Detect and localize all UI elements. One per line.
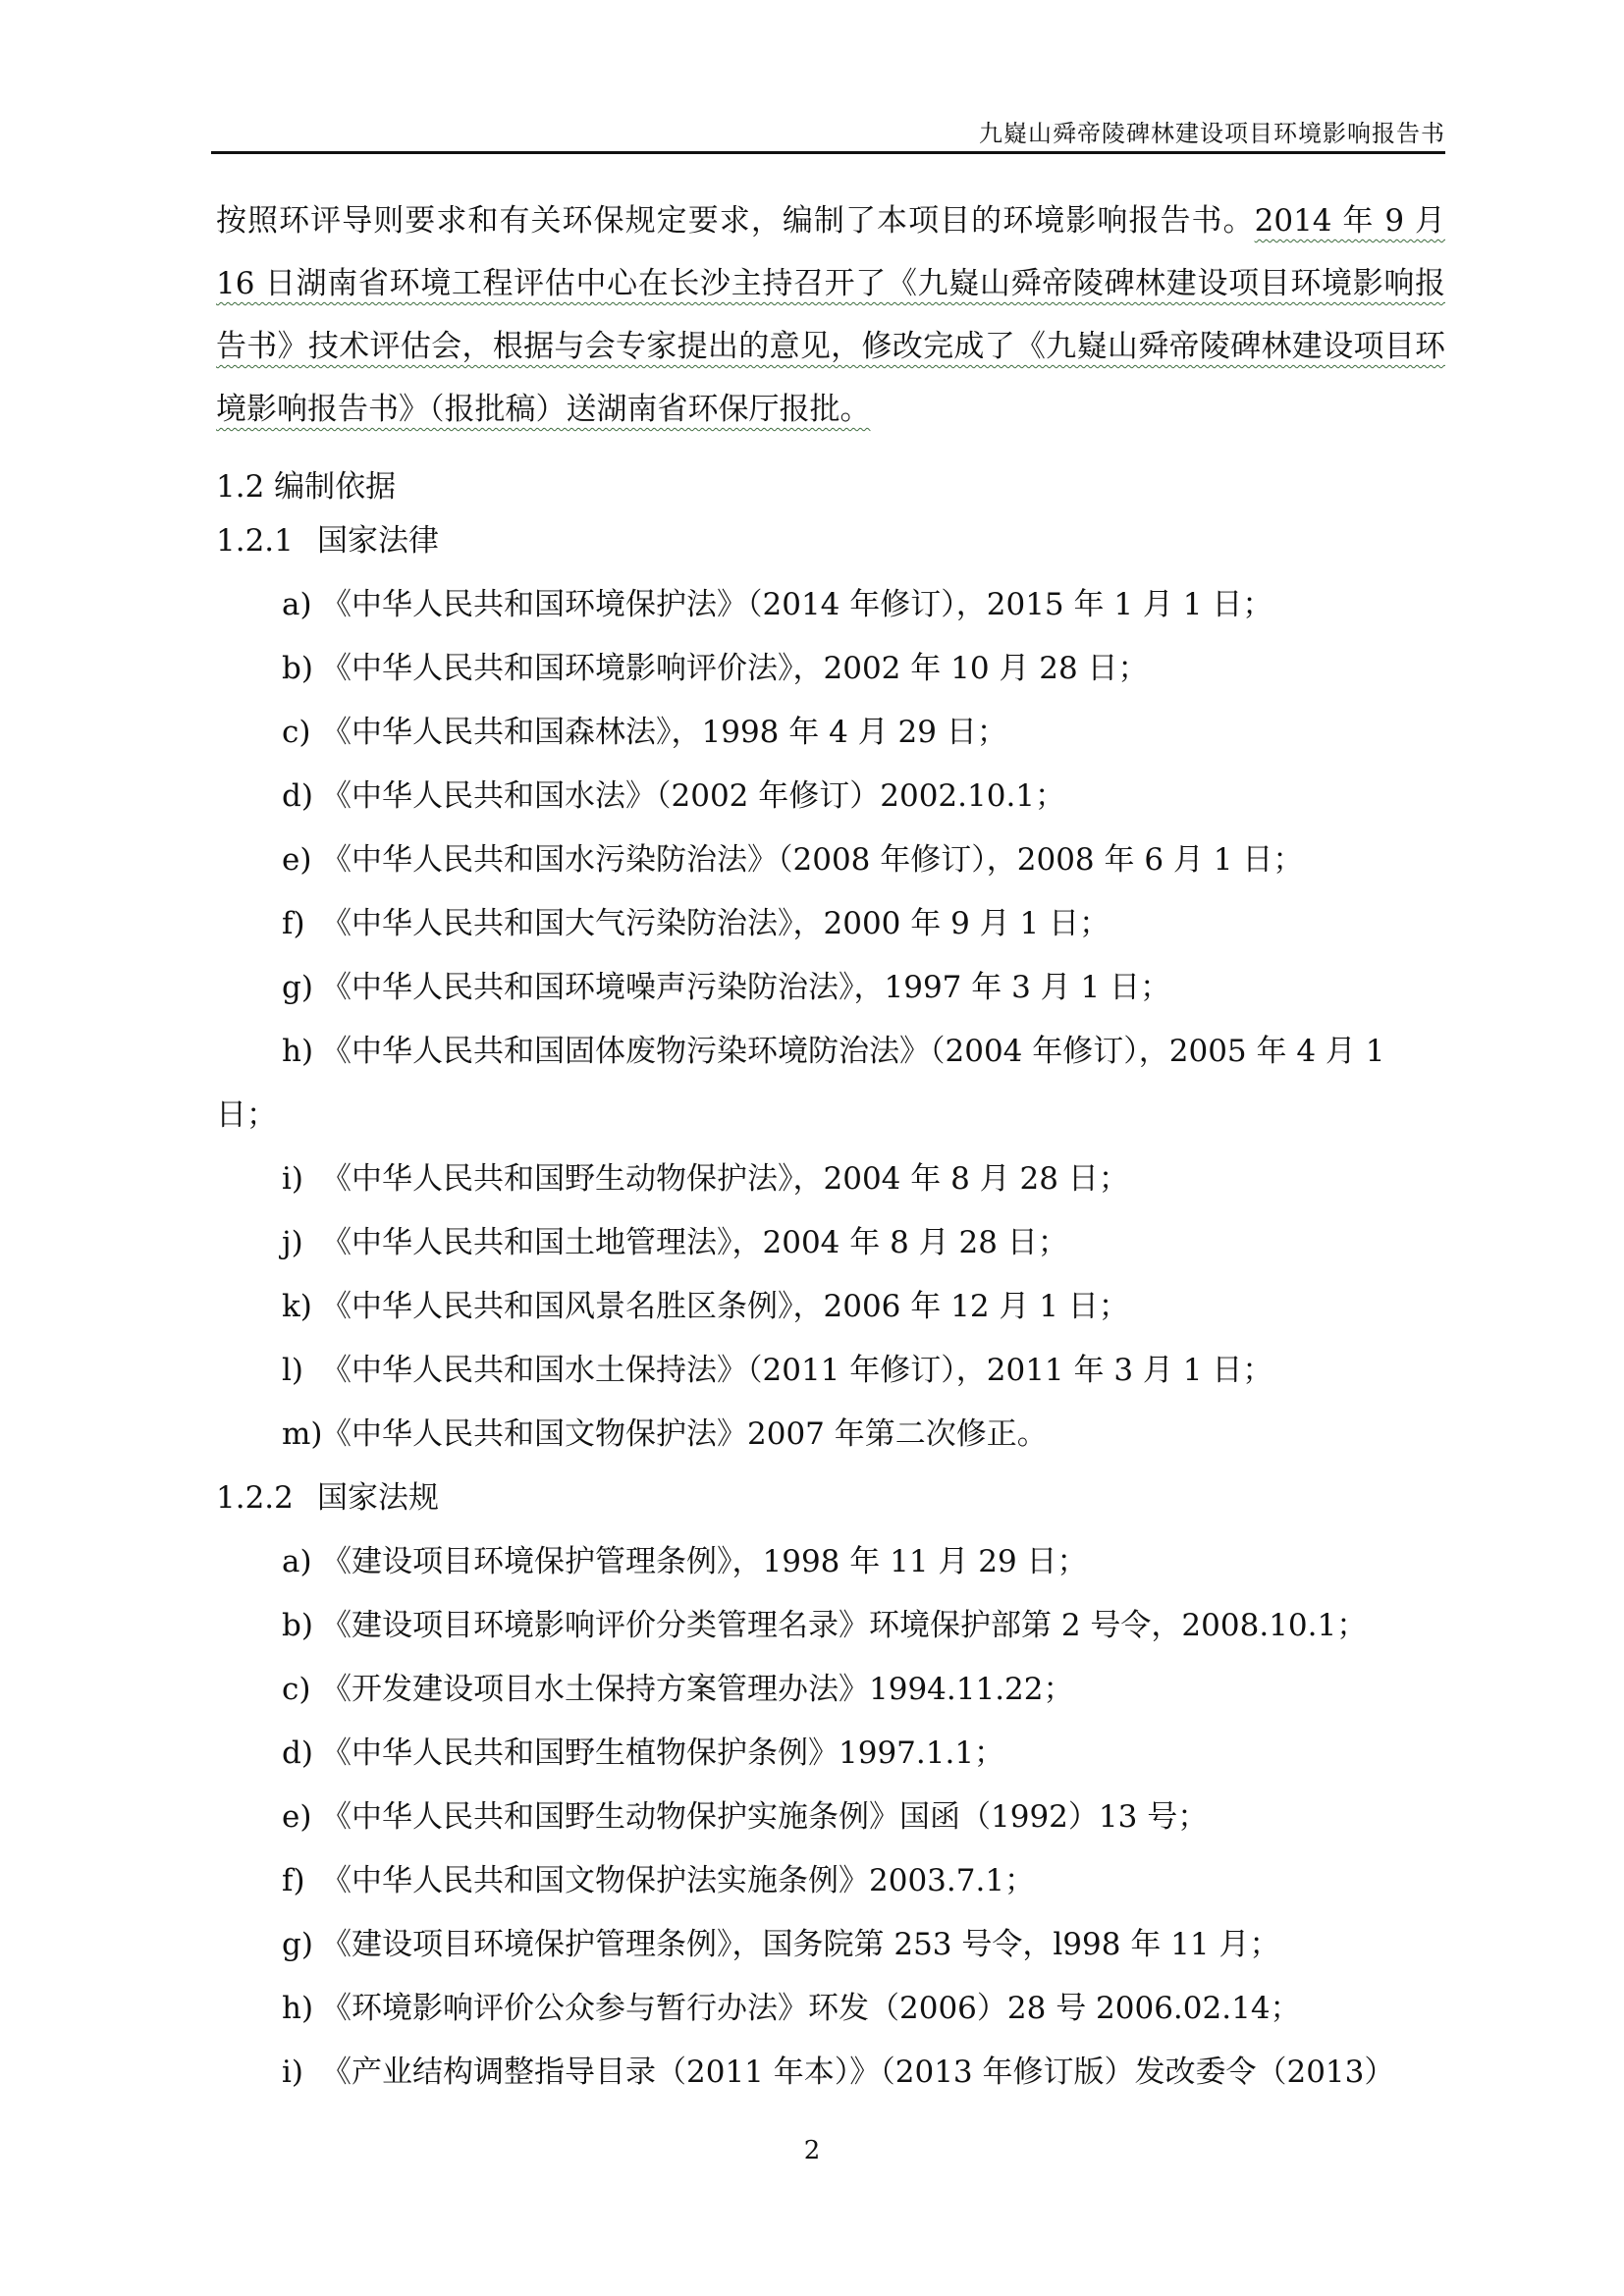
section-heading-1-2-2	[216, 1478, 439, 1518]
list-item	[282, 1415, 1048, 1454]
list-item-text: 《中华人民共和国固体废物污染环境防治法》（2004 年修订），2005 年 4 月 1	[321, 1034, 1385, 1069]
list-item-label: g)	[282, 970, 313, 1005]
list-item-label: d)	[282, 1735, 313, 1771]
list-item-text: 《中华人民共和国大气污染防治法》，2000 年 9 月 1 日；	[321, 906, 1110, 941]
list-item	[282, 1287, 1129, 1326]
list-item-text: 《环境影响评价公众参与暂行办法》环发（2006）28 号 2006.02.14；	[321, 1991, 1301, 2026]
list-item	[282, 1734, 1004, 1773]
section-number: 1.2.2	[216, 1480, 294, 1516]
list-item-label: f)	[282, 906, 305, 941]
list-item-label: i)	[282, 2055, 304, 2090]
list-item-label: c)	[282, 1672, 311, 1707]
section-heading-1-2-1	[216, 521, 439, 561]
list-item-label: l)	[282, 1353, 304, 1388]
list-item-text: 《中华人民共和国环境保护法》（2014 年修订），2015 年 1 月 1 日；	[321, 587, 1273, 622]
list-item-label: g)	[282, 1927, 313, 1962]
list-item-label: a)	[282, 1544, 312, 1579]
page-number: 2	[803, 2136, 821, 2165]
list-item	[282, 840, 1303, 880]
list-item	[282, 1159, 1129, 1199]
list-item	[282, 1861, 1035, 1900]
section-title: 编制依据	[274, 469, 397, 505]
list-item-continuation: 日；	[216, 1097, 277, 1133]
list-item-text: 《中华人民共和国环境噪声污染防治法》，1997 年 3 月 1 日；	[321, 970, 1171, 1005]
list-item	[282, 1797, 1208, 1837]
list-item	[282, 776, 1065, 816]
list-item-text: 《建设项目环境保护管理条例》，1998 年 11 月 29 日；	[321, 1544, 1088, 1579]
list-item-text: 《中华人民共和国野生动物保护实施条例》国函（1992）13 号；	[321, 1799, 1209, 1835]
list-item-text: 《中华人民共和国风景名胜区条例》，2006 年 12 月 1 日；	[321, 1289, 1129, 1324]
section-title: 国家法规	[317, 1480, 439, 1516]
list-item-text: 《中华人民共和国文物保护法》2007 年第二次修正。	[321, 1416, 1048, 1452]
list-item-text: 《中华人民共和国野生动物保护法》，2004 年 8 月 28 日；	[321, 1161, 1129, 1197]
list-item	[282, 649, 1149, 688]
list-item-text: 《开发建设项目水土保持方案管理办法》1994.11.22；	[321, 1672, 1074, 1707]
list-item	[282, 968, 1170, 1007]
list-item	[282, 1223, 1068, 1262]
list-item-label: a)	[282, 587, 312, 622]
list-item	[282, 713, 1007, 752]
list-item	[282, 1606, 1367, 1645]
section-number: 1.2.1	[216, 523, 294, 559]
list-item-text: 《建设项目环境影响评价分类管理名录》环境保护部第 2 号令，2008.10.1；	[321, 1608, 1368, 1643]
list-item-label: c)	[282, 715, 311, 750]
list-item-label: h)	[282, 1991, 314, 2026]
list-item-text: 《中华人民共和国环境影响评价法》，2002 年 10 月 28 日；	[321, 651, 1149, 686]
list-item	[282, 2053, 1394, 2092]
list-item-text: 《产业结构调整指导目录（2011 年本）》（2013 年修订版）发改委令（2013）	[321, 2055, 1395, 2090]
list-item	[282, 1032, 1385, 1071]
list-item-text: 《中华人民共和国水土保持法》（2011 年修订），2011 年 3 月 1 日；	[321, 1353, 1273, 1388]
list-item-label: e)	[282, 842, 312, 878]
section-title: 国家法律	[317, 523, 439, 559]
list-item-label: m)	[282, 1416, 323, 1452]
list-item-label: b)	[282, 1608, 313, 1643]
section-heading-1-2	[216, 467, 396, 507]
list-item	[282, 1670, 1074, 1709]
intro-paragraph	[216, 189, 1445, 441]
section-number: 1.2	[216, 469, 265, 505]
running-header	[211, 110, 1445, 154]
list-item-label: d)	[282, 778, 313, 814]
intro-underlined-text: 2014 年 9 月 16 日湖南省环境工程评估中心在长沙主持召开了《九嶷山舜帝陵碑林建设项目环境影响报告书》技术评估会，根据与会专家提出的意见，修改完成了《九嶷山舜帝陵碑林建设项目环境影响报告书》（报批稿）送湖南省环保厅报批。	[216, 203, 1445, 427]
list-item-text: 《中华人民共和国文物保护法实施条例》2003.7.1；	[321, 1863, 1036, 1898]
list-item-text: 《中华人民共和国土地管理法》，2004 年 8 月 28 日；	[321, 1225, 1068, 1260]
list-item	[282, 1989, 1301, 2028]
list-item-label: e)	[282, 1799, 312, 1835]
list-item-text: 《建设项目环境保护管理条例》，国务院第 253 号令，l998 年 11 月；	[321, 1927, 1280, 1962]
list-item-label: b)	[282, 651, 313, 686]
list-item	[282, 585, 1272, 624]
list-item	[282, 904, 1110, 943]
list-item-label: i)	[282, 1161, 304, 1197]
list-item-text: 《中华人民共和国水法》（2002 年修订）2002.10.1；	[321, 778, 1066, 814]
intro-lead: 按照环评导则要求和有关环保规定要求，编制了本项目的环境影响报告书。	[216, 203, 1255, 239]
list-item-text: 《中华人民共和国水污染防治法》（2008 年修订），2008 年 6 月 1 日；	[321, 842, 1304, 878]
list-item	[282, 1925, 1279, 1964]
list-item-text: 《中华人民共和国野生植物保护条例》1997.1.1；	[321, 1735, 1005, 1771]
list-item	[282, 1351, 1272, 1390]
list-item-label: h)	[282, 1034, 314, 1069]
list-item-label: j)	[282, 1225, 303, 1260]
list-item-label: f)	[282, 1863, 305, 1898]
list-item-label: k)	[282, 1289, 312, 1324]
list-item	[282, 1542, 1088, 1581]
list-item-text: 《中华人民共和国森林法》，1998 年 4 月 29 日；	[321, 715, 1007, 750]
header-title: 九嶷山舜帝陵碑林建设项目环境影响报告书	[979, 120, 1445, 147]
